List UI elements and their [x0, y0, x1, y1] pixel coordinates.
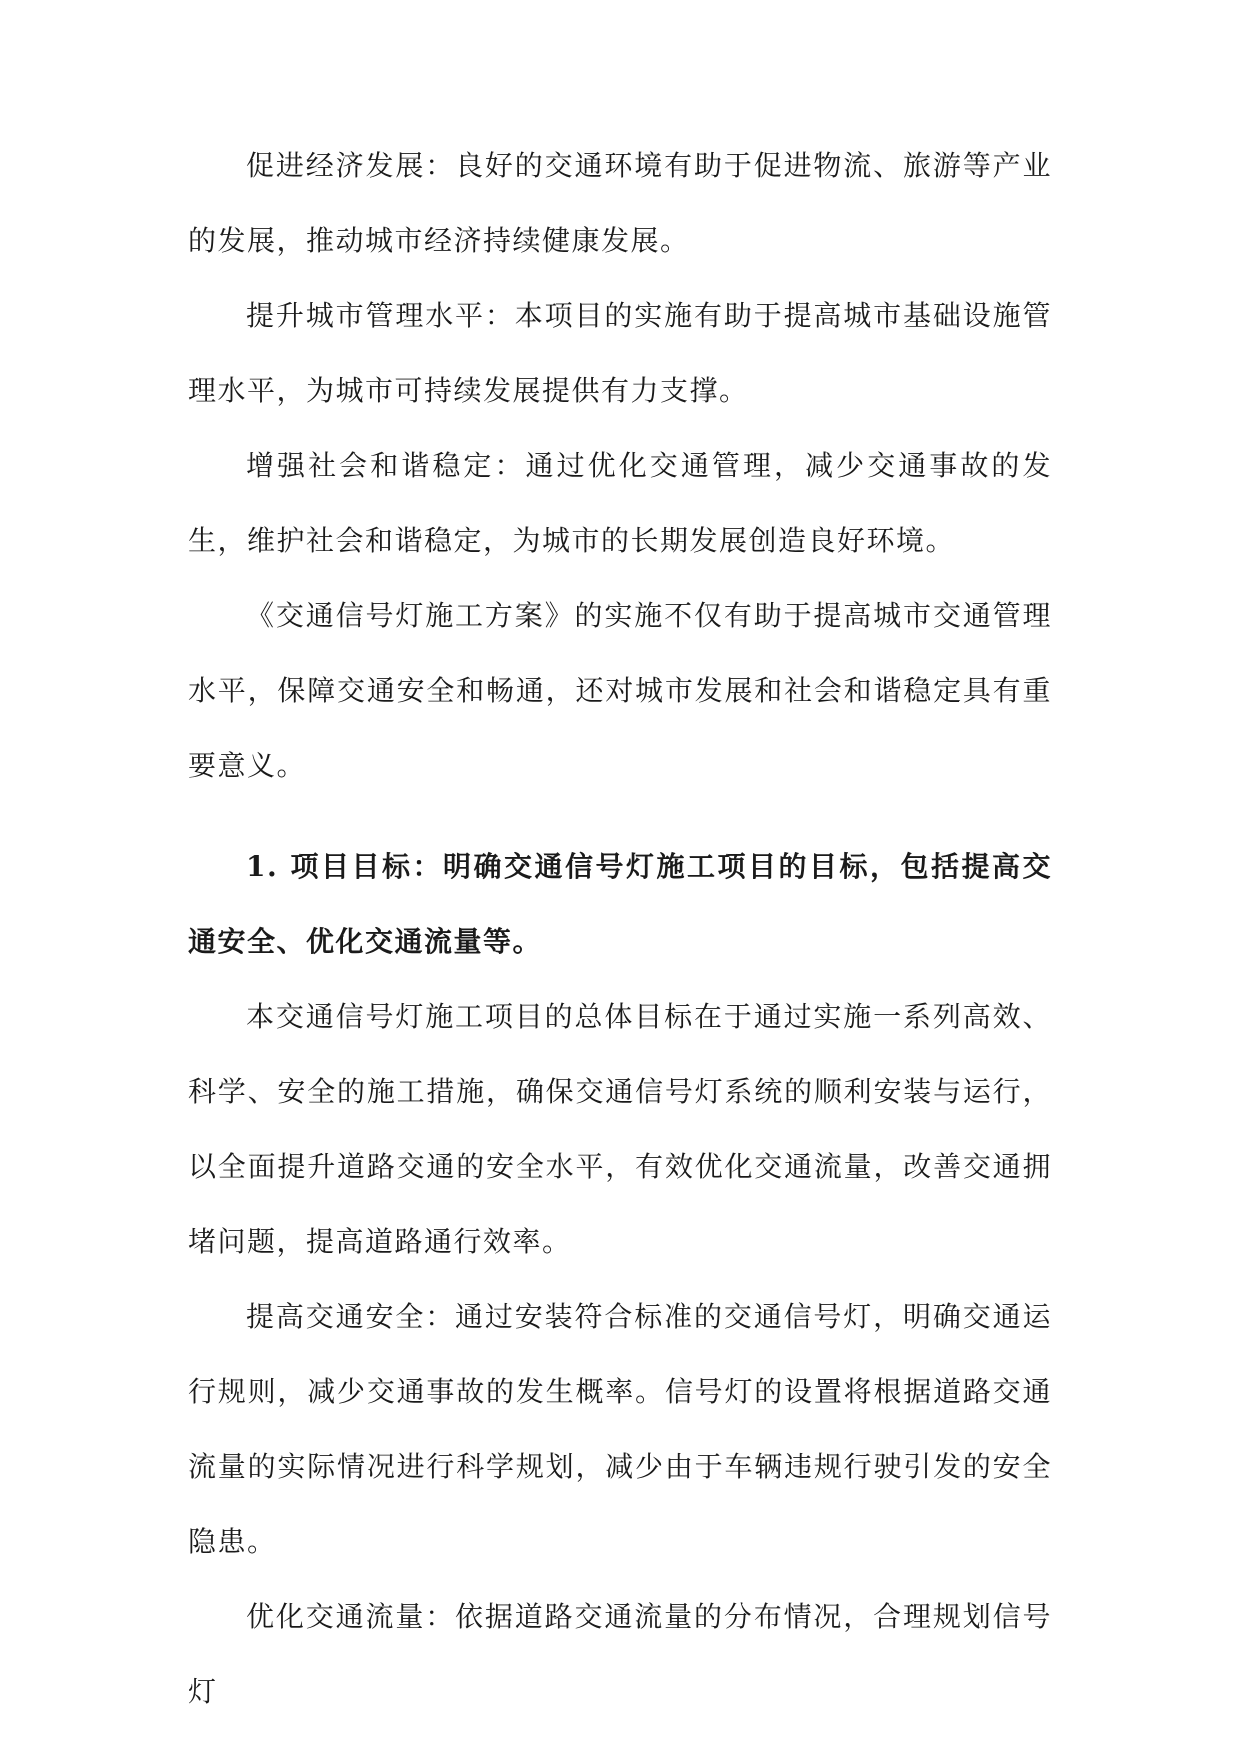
paragraph-social-stability: 增强社会和谐稳定：通过优化交通管理，减少交通事故的发生，维护社会和谐稳定，为城市的长期发展创造良好环境。	[188, 449, 1052, 557]
paragraph-economic-development: 促进经济发展：良好的交通环境有助于促进物流、旅游等产业的发展，推动城市经济持续健康发展。	[188, 149, 1052, 257]
paragraph-plan-significance: 《交通信号灯施工方案》的实施不仅有助于提高城市交通管理水平，保障交通安全和畅通，还对城市发展和社会和谐稳定具有重要意义。	[188, 599, 1052, 782]
paragraph-city-management: 提升城市管理水平：本项目的实施有助于提高城市基础设施管理水平，为城市可持续发展提供有力支撑。	[188, 299, 1052, 407]
section-heading-project-goals: 1. 项目目标：明确交通信号灯施工项目的目标，包括提高交通安全、优化交通流量等。	[188, 850, 1052, 958]
paragraph-traffic-safety: 提高交通安全：通过安装符合标准的交通信号灯，明确交通运行规则，减少交通事故的发生概率。信号灯的设置将根据道路交通流量的实际情况进行科学规划，减少由于车辆违规行驶引发的安全隐患。	[188, 1300, 1052, 1558]
paragraph-traffic-flow: 优化交通流量：依据道路交通流量的分布情况，合理规划信号灯	[188, 1600, 1052, 1708]
paragraph-overall-goal: 本交通信号灯施工项目的总体目标在于通过实施一系列高效、科学、安全的施工措施，确保交通信号灯系统的顺利安装与运行，以全面提升道路交通的安全水平，有效优化交通流量，改善交通拥堵问题，提高道路通行效率。	[188, 1000, 1052, 1258]
document-body	[188, 128, 1052, 1729]
